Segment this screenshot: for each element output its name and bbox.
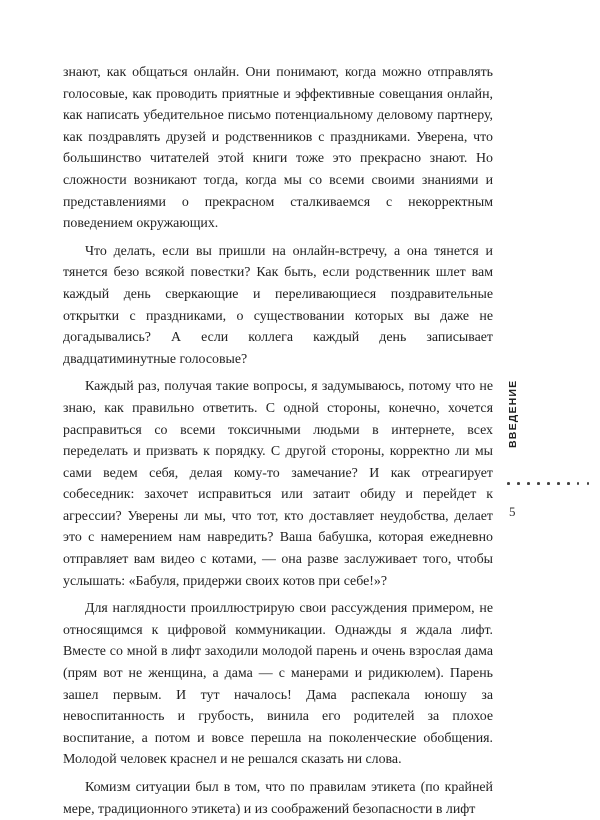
decorative-dots [507, 482, 589, 485]
body-text [63, 62, 493, 820]
dot [557, 482, 560, 485]
dot [537, 482, 540, 485]
dot [507, 482, 510, 485]
section-label: ВВЕДЕНИЕ [507, 379, 519, 448]
dot [517, 482, 520, 485]
paragraph-4: Для наглядности проиллюстрирую свои рассуждения примером, не относящимся к цифровой коммуникации. Однажды я ждала лифт. Вместе со мной в лифт заходили молодой парень и очень взрослая дама (прям вот не женщина, а дама — с манерами и ридикюлем). Парень зашел первым. И тут началось! Дама распекала юношу за невоспитанность и грубость, винила его родителей за плохое воспитание, а потом и вовсе перешла на поколенческие обобщения. Молодой человек краснел и не решался сказать ни слова. [63, 601, 493, 768]
dot [527, 482, 530, 485]
page-number: 5 [509, 504, 516, 519]
paragraph-3: Каждый раз, получая такие вопросы, я задумываюсь, потому что не знаю, как правильно ответить. С одной стороны, конечно, хочется расправиться со всеми токсичными людьми в интернете, всех переделать и призвать к порядку. С другой стороны, корректно ли мы сами ведем себя, делая кому-то замечание? И как отреагирует собеседник: захочет исправиться или затаит обиду и перейдет к агрессии? Уверены ли мы, что тот, кто доставляет неудобства, делает это с намерением нам навредить? Ваша бабушка, которая ежедневно отправляет вам видео с котами, — она разве заслуживает того, чтобы услышать: «Бабуля, придержи своих котов при себе!»? [63, 379, 493, 589]
paragraph-1: знают, как общаться онлайн. Они понимают, когда можно отправлять голосовые, как проводить приятные и эффективные совещания онлайн, как написать убедительное письмо потенциальному деловому партнеру, как поздравлять друзей и родственников с праздниками. Уверена, что большинство читателей этой книги тоже это прекрасно знают. Но сложности возникают тогда, когда мы со всеми своими знаниями и представлениями о прекрасном сталкиваемся с некорректным поведением окружающих. [63, 65, 493, 232]
dot [587, 482, 590, 485]
dot [567, 482, 570, 485]
dot [577, 482, 580, 485]
paragraph-5: Комизм ситуации был в том, что по правилам этикета (по крайней мере, традиционного этикета) и из соображений безопасности в лифт [63, 780, 493, 817]
paragraph-2: Что делать, если вы пришли на онлайн-встречу, а она тянется и тянется безо всякой повестки? Как быть, если родственник шлет вам каждый день сверкающие и переливающиеся поздравительные открытки с праздниками, о существовании которых вы даже не догадывались? А если коллега каждый день записывает двадцатиминутные голосовые? [63, 243, 493, 367]
dot [547, 482, 550, 485]
